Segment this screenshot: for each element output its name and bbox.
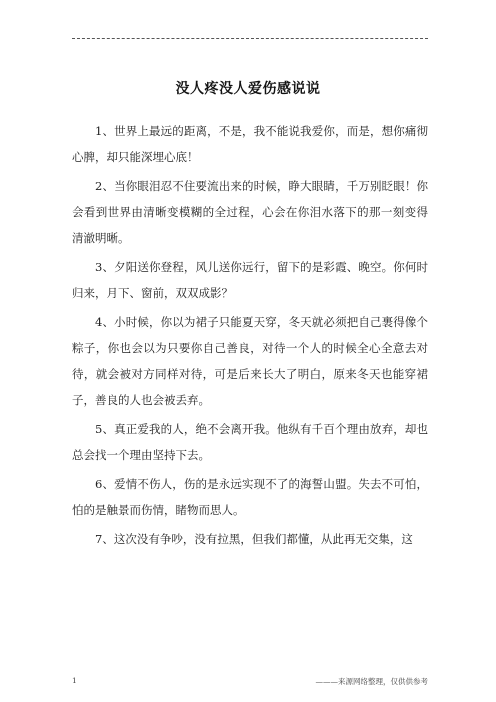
page-number: 1 [72, 676, 77, 685]
paragraph-1: 1、世界上最远的距离，不是，我不能说我爱你，而是，想你痛彻心脾，却只能深埋心底！ [72, 124, 428, 164]
footer-note: ———来源网络整理，仅供供参考 [315, 677, 428, 686]
document-title: 没人疼没人爱伤感说说 [175, 81, 321, 97]
paragraph-4: 4、小时候，你以为裙子只能夏天穿，冬天就必须把自己裹得像个粽子，你也会以为只要你自己善良，对待一个人的时候全心全意去对待，就会被对方同样对待，可是后来长大了明白，原来冬天也能穿裙子，善良的人也会被丢弃。 [72, 315, 428, 407]
document-body [72, 118, 428, 638]
page-footer [72, 676, 428, 690]
paragraph-6: 6、爱情不伤人，伤的是永远实现不了的海誓山盟。失去不可怕，怕的是触景而伤情，睹物而思人。 [72, 477, 428, 517]
paragraph-2: 2、当你眼泪忍不住要流出来的时候，睁大眼睛，千万别眨眼！你会看到世界由清晰变模糊的全过程，心会在你泪水落下的那一刻变得清澈明晰。 [72, 179, 428, 245]
paragraph-7: 7、这次没有争吵，没有拉黑，但我们都懂，从此再无交集，这 [95, 532, 413, 546]
paragraph-5: 5、真正爱我的人，绝不会离开我。他纵有千百个理由放弃，却也总会找一个理由坚持下去。 [72, 422, 428, 462]
header-dashed-rule [72, 38, 428, 39]
paragraph-3: 3、夕阳送你登程，风儿送你远行，留下的是彩霞、晚空。你何时归来，月下、窗前，双双成影？ [72, 260, 428, 300]
